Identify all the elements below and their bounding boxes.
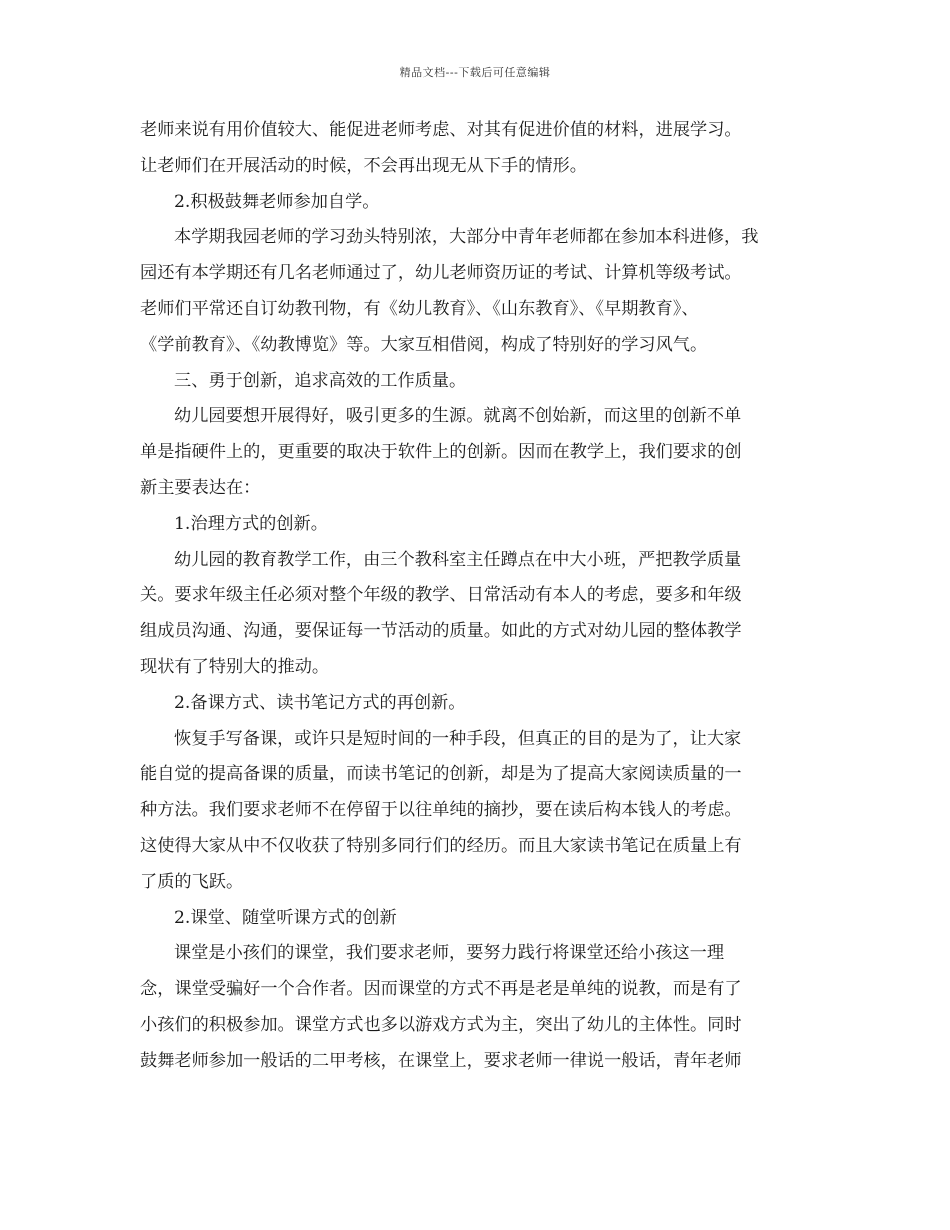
text-line: 三、勇于创新，追求高效的工作质量。 bbox=[174, 370, 467, 391]
text-line: 鼓舞老师参加一般话的二甲考核，在课堂上，要求老师一律说一般话，青年老师 bbox=[140, 1050, 742, 1071]
text-line: 2.课堂、随堂听课方式的创新 bbox=[174, 907, 397, 928]
text-line: 了质的飞跃。 bbox=[140, 871, 244, 892]
text-line: 恢复手写备课，或许只是短时间的一种手段，但真正的目的是为了，让大家 bbox=[174, 728, 742, 749]
text-line: 新主要表达在： bbox=[140, 477, 261, 498]
text-line: 念，课堂受骗好一个合作者。因而课堂的方式不再是老是单纯的说教，而是有了 bbox=[140, 979, 742, 1000]
text-line: 2.积极鼓舞老师参加自学。 bbox=[174, 191, 380, 212]
text-line: 1.治理方式的创新。 bbox=[174, 513, 328, 534]
text-line: 2.备课方式、读书笔记方式的再创新。 bbox=[174, 692, 466, 713]
text-line: 这使得大家从中不仅收获了特别多同行们的经历。而且大家读书笔记在质量上有 bbox=[140, 835, 742, 856]
text-line: 园还有本学期还有几名老师通过了，幼儿老师资历证的考试、计算机等级考试。 bbox=[140, 263, 742, 284]
text-line: 现状有了特别大的推动。 bbox=[140, 656, 330, 677]
text-line: 种方法。我们要求老师不在停留于以往单纯的摘抄，要在读后构本钱人的考虑。 bbox=[140, 800, 742, 821]
text-line: 小孩们的积极参加。课堂方式也多以游戏方式为主，突出了幼儿的主体性。同时 bbox=[140, 1014, 742, 1035]
text-line: 幼儿园要想开展得好，吸引更多的生源。就离不创始新，而这里的创新不单 bbox=[174, 406, 742, 427]
text-line: 让老师们在开展活动的时候，不会再出现无从下手的情形。 bbox=[140, 155, 587, 176]
text-line: 老师们平常还自订幼教刊物，有《幼儿教育》、《山东教育》、《早期教育》、 bbox=[140, 298, 699, 319]
text-line: 本学期我园老师的学习劲头特别浓，大部分中青年老师都在参加本科进修，我 bbox=[174, 227, 759, 248]
text-line: 能自觉的提高备课的质量，而读书笔记的创新，却是为了提高大家阅读质量的一 bbox=[140, 764, 742, 785]
text-line: 课堂是小孩们的课堂，我们要求老师，要努力践行将课堂还给小孩这一理 bbox=[174, 943, 725, 964]
text-line: 《学前教育》、《幼教博览》等。大家互相借阅，构成了特别好的学习风气。 bbox=[140, 334, 708, 355]
text-line: 幼儿园的教育教学工作，由三个教科室主任蹲点在中大小班，严把教学质量 bbox=[174, 549, 742, 570]
text-line: 组成员沟通、沟通，要保证每一节活动的质量。如此的方式对幼儿园的整体教学 bbox=[140, 621, 742, 642]
text-line: 老师来说有用价值较大、能促进老师考虑、对其有促进价值的材料，进展学习。 bbox=[140, 120, 742, 140]
text-line: 关。要求年级主任必须对整个年级的教学、日常活动有本人的考虑，要多和年级 bbox=[140, 585, 742, 606]
document-body bbox=[140, 113, 800, 1080]
text-line: 单是指硬件上的，更重要的取决于软件上的创新。因而在教学上，我们要求的创 bbox=[140, 442, 742, 463]
page-header: 精品文档---下载后可任意编辑 bbox=[399, 66, 551, 79]
